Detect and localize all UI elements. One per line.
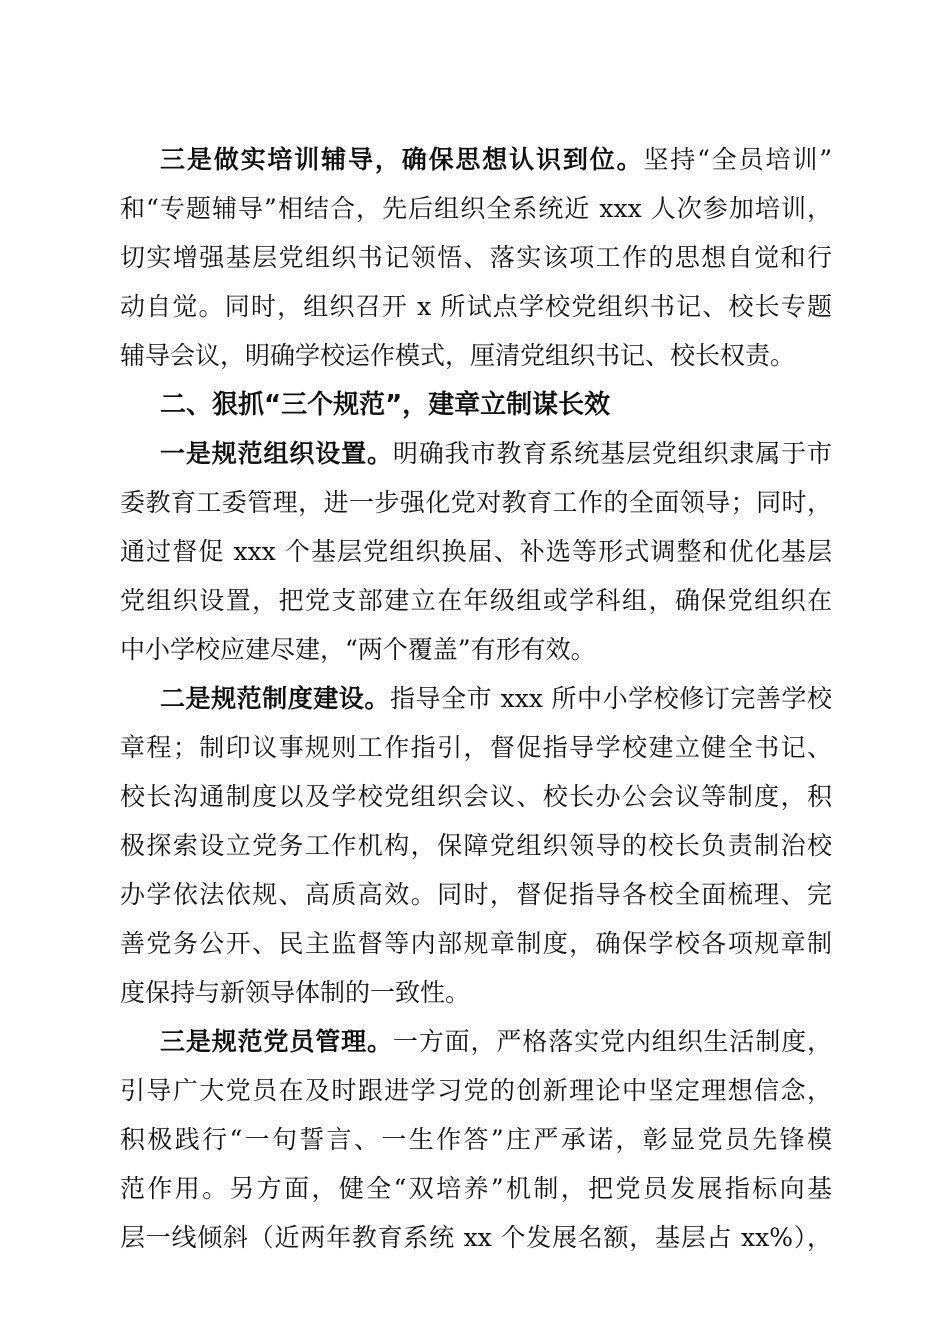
paragraph-1-line-2: 和“专题辅导”相结合，先后组织全系统近 xxx 人次参加培训， (120, 194, 832, 223)
paragraph-2-line-4: 党组织设置，把党支部建立在年级组或学科组，确保党组织在 (120, 586, 832, 615)
paragraph-3-line-3: 校长沟通制度以及学校党组织会议、校长办公会议等制度，积 (120, 782, 832, 811)
paragraph-3-line-1 (160, 677, 832, 721)
paragraph-3-line-6: 善党务公开、民主监督等内部规章制度，确保学校各项规章制 (120, 929, 832, 958)
paragraph-1-line-1-text: 坚持“全员培训” (643, 145, 832, 174)
paragraph-2-lead: 一是规范组织设置。 (160, 439, 393, 468)
paragraph-3-line-4: 极探索设立党务工作机构，保障党组织领导的校长负责制治校 (120, 831, 832, 860)
paragraph-4-line-1 (160, 1020, 832, 1064)
paragraph-4-lead: 三是规范党员管理。 (160, 1027, 393, 1056)
paragraph-4-line-4: 范作用。另方面，健全“双培养”机制，把党员发展指标向基 (120, 1174, 832, 1203)
section-heading: 二、狠抓“三个规范”，建章立制谋长效 (160, 390, 611, 420)
paragraph-2-line-1-text: 明确我市教育系统基层党组织隶属于市 (392, 439, 832, 468)
paragraph-3-line-1-text: 指导全市 xxx 所中小学校修订完善学校 (389, 684, 832, 713)
paragraph-2-line-5: 中小学校应建尽建，“两个覆盖”有形有效。 (120, 635, 596, 664)
paragraph-3-line-5: 办学依法依规、高质高效。同时，督促指导各校全面梳理、完 (120, 880, 832, 909)
paragraph-4-line-5: 层一线倾斜（近两年教育系统 xx 个发展名额，基层占 xx%）， (120, 1223, 832, 1252)
paragraph-1-line-1 (160, 138, 832, 182)
paragraph-1-line-5: 辅导会议，明确学校运作模式，厘清党组织书记、校长权责。 (120, 341, 796, 370)
paragraph-4-line-1-text: 一方面，严格落实党内组织生活制度， (392, 1027, 832, 1056)
paragraph-4-line-2: 引导广大党员在及时跟进学习党的创新理论中坚定理想信念， (120, 1076, 832, 1105)
paragraph-2-line-2: 委教育工委管理，进一步强化党对教育工作的全面领导；同时， (120, 488, 832, 517)
paragraph-1-line-3: 切实增强基层党组织书记领悟、落实该项工作的思想自觉和行 (120, 243, 832, 272)
paragraph-1-line-4: 动自觉。同时，组织召开 x 所试点学校党组织书记、校长专题 (120, 292, 832, 321)
paragraph-3-line-2: 章程；制印议事规则工作指引，督促指导学校建立健全书记、 (120, 733, 832, 762)
paragraph-3-line-7: 度保持与新领导体制的一致性。 (120, 978, 471, 1007)
paragraph-4-line-3: 积极践行“一句誓言、一生作答”庄严承诺，彰显党员先锋模 (120, 1125, 832, 1154)
paragraph-2-line-3: 通过督促 xxx 个基层党组织换届、补选等形式调整和优化基层 (120, 537, 832, 566)
paragraph-1-lead: 三是做实培训辅导，确保思想认识到位。 (160, 145, 644, 174)
paragraph-3-lead: 二是规范制度建设。 (160, 684, 390, 713)
paragraph-2-line-1 (160, 432, 832, 476)
